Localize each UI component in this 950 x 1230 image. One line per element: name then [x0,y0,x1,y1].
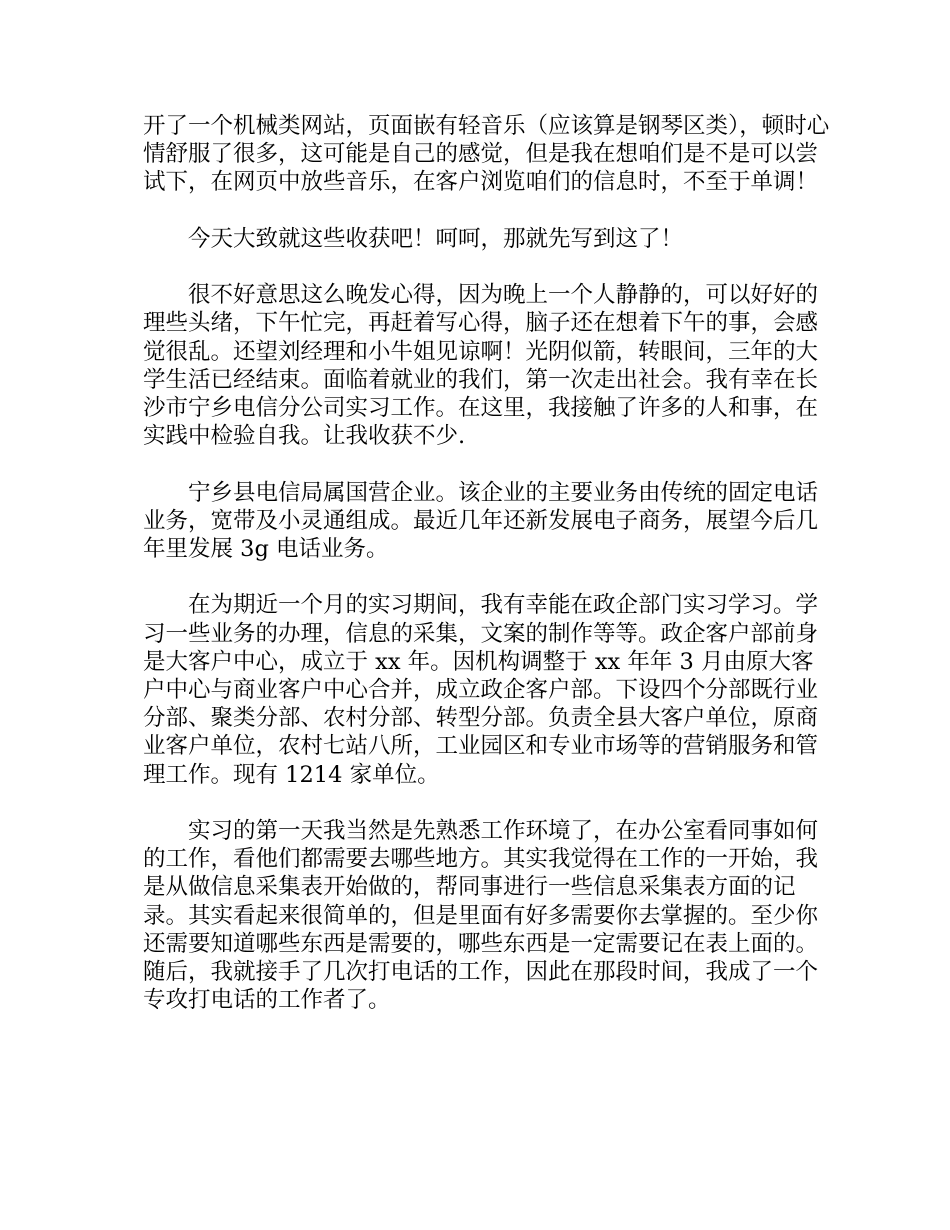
paragraph-2: 今天大致就这些收获吧！呵呵，那就先写到这了！ [188,225,684,252]
paragraph-5: 在为期近一个月的实习期间，我有幸能在政企部门实习学习。学习一些业务的办理，信息的采集，文案的制作等等。政企客户部前身是大客户中心，成立于 xx 年。因机构调整于 xx 年年 3 月由原大客户中心与商业客户中心合并，成立政企客户部。下设四个分部既行业分部、聚类分部、农村分部、转型分部。负责全县大客户单位，原商业客户单位，农村七站八所，工业园区和专业市场等的营销服务和管理工作。现有 1214 家单位。 [143,592,819,788]
paragraph-3: 很不好意思这么晚发心得，因为晚上一个人静静的，可以好好的理些头绪，下午忙完，再赶着写心得，脑子还在想着下午的事，会感觉很乱。还望刘经理和小牛姐见谅啊！光阴似箭，转眼间，三年的大学生活已经结束。面临着就业的我们，第一次走出社会。我有幸在长沙市宁乡电信分公司实习工作。在这里，我接触了许多的人和事，在实践中检验自我。让我收获不少. [143,282,819,450]
paragraph-4: 宁乡县电信局属国营企业。该企业的主要业务由传统的固定电话业务，宽带及小灵通组成。最近几年还新发展电子商务，展望今后几年里发展 3g 电话业务。 [143,479,819,562]
paragraph-1: 开了一个机械类网站，页面嵌有轻音乐（应该算是钢琴区类），顿时心情舒服了很多，这可能是自己的感觉，但是我在想咱们是不是可以尝试下，在网页中放些音乐，在客户浏览咱们的信息时，不至于单调！ [143,113,830,196]
document-page [143,112,833,1043]
paragraph-6: 实习的第一天我当然是先熟悉工作环境了，在办公室看同事如何的工作，看他们都需要去哪些地方。其实我觉得在工作的一开始，我是从做信息采集表开始做的，帮同事进行一些信息采集表方面的记录。其实看起来很简单的，但是里面有好多需要你去掌握的。至少你还需要知道哪些东西是需要的，哪些东西是一定需要记在表上面的。随后，我就接手了几次打电话的工作，因此在那段时间，我成了一个专攻打电话的工作者了。 [143,818,819,1014]
